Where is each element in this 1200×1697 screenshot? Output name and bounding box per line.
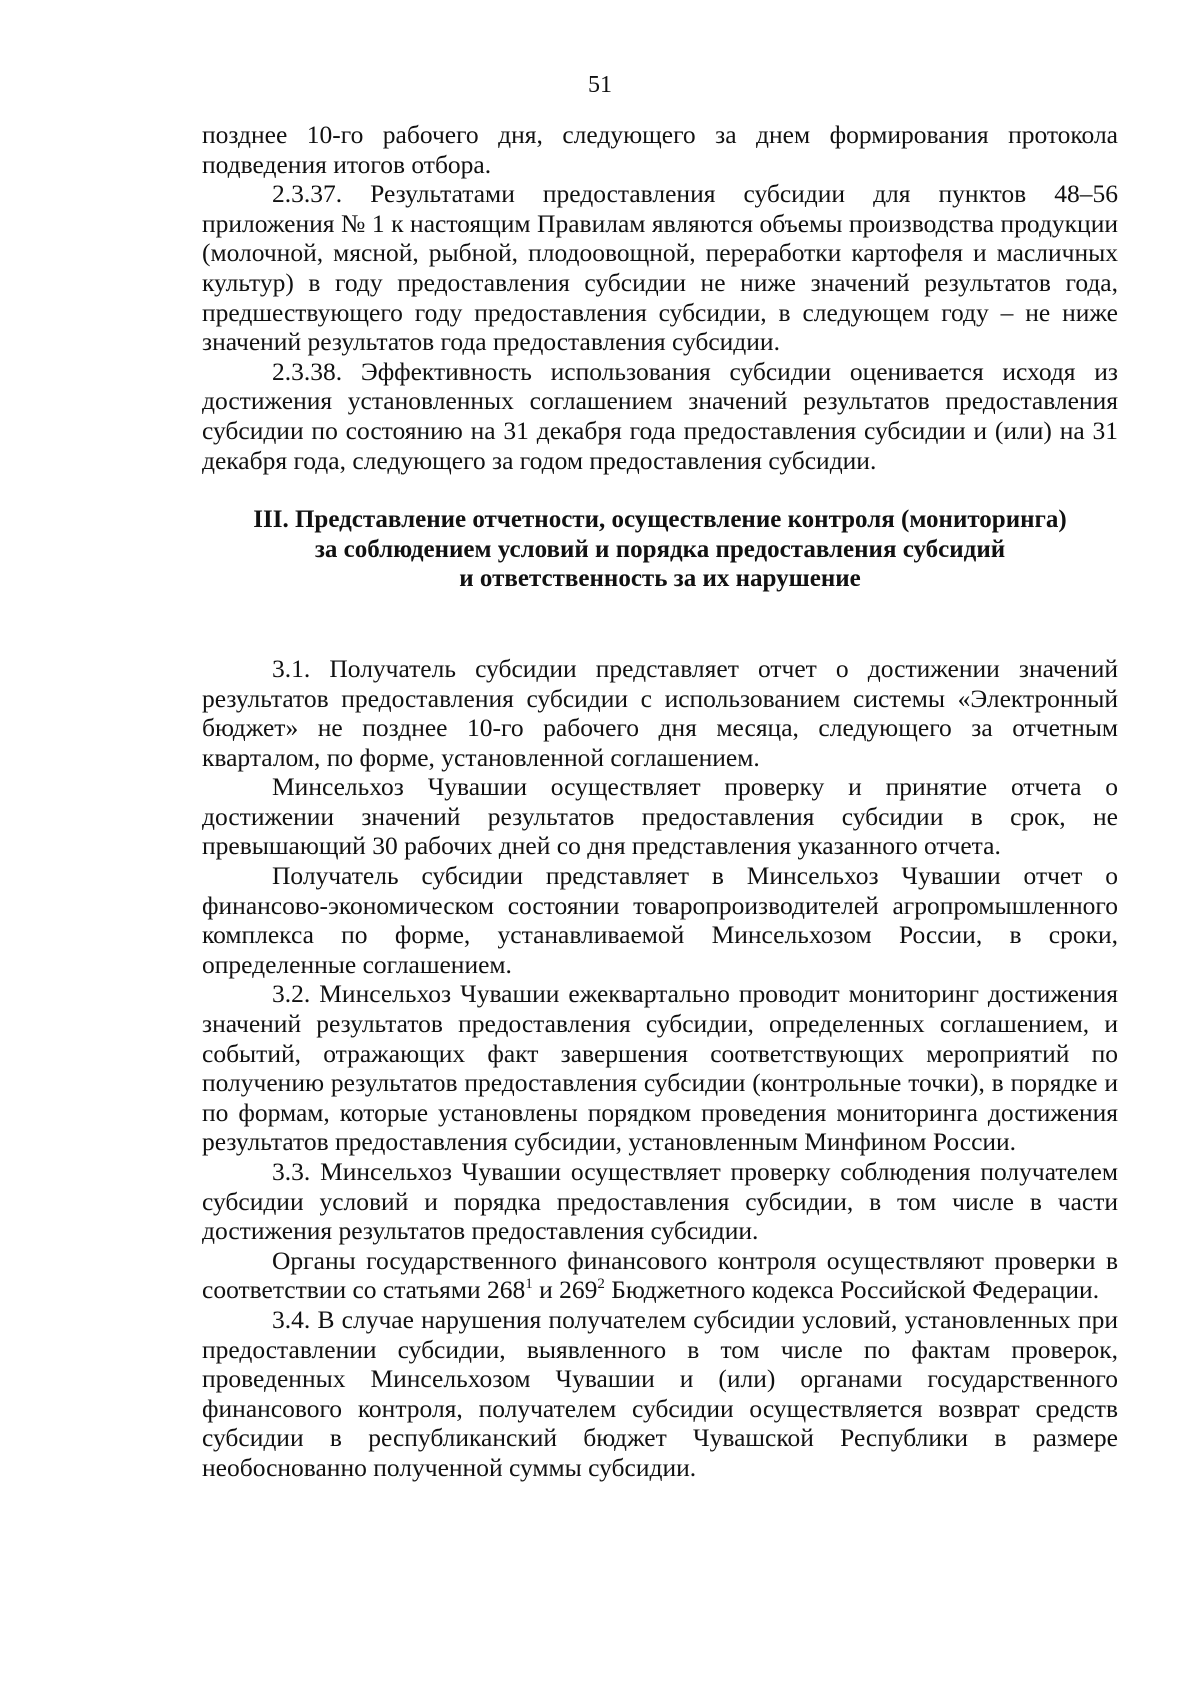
paragraph-3-2: 3.2. Минсельхоз Чувашии ежеквартально проводит мониторинг достижения значений результатов предоставления субсидии, определенных соглашением, и событий, отражающих факт завершения соответствующих мероприятий по получению результатов предоставления субсидии (контрольные точки), в порядке и по формам, которые установлены порядком проведения мониторинга достижения результатов предоставления субсидии, установленным Минфином России. xyxy=(202,979,1118,1157)
section-heading-line: III. Представление отчетности, осуществление контроля (мониторинга) xyxy=(253,506,1067,534)
text-run: и 269 xyxy=(532,1275,598,1305)
paragraph-2-3-38: 2.3.38. Эффективность использования субсидии оценивается исходя из достижения установленных соглашением значений результатов предоставления субсидии по состоянию на 31 декабря года предоставления субсидии и (или) на 31 декабря года, следующего за годом предоставления субсидии. xyxy=(202,356,1118,475)
text-run: Бюджетного кодекса Российской Федерации. xyxy=(604,1275,1100,1305)
section-heading xyxy=(202,505,1118,594)
paragraph-control xyxy=(202,1246,1118,1305)
section-heading-line: и ответственность за их нарушение xyxy=(459,565,861,593)
text-run: Органы государственного финансового контроля осуществляют проверки в соответствии со статьями 268 xyxy=(202,1245,1118,1305)
superscript: 2 xyxy=(597,1276,605,1293)
document-body xyxy=(202,120,1118,1483)
paragraph-3-3: 3.3. Минсельхоз Чувашии осуществляет проверку соблюдения получателем субсидии условий и порядка предоставления субсидии, в том числе в части достижения результатов предоставления субсидии. xyxy=(202,1157,1118,1246)
page-number: 51 xyxy=(588,72,612,98)
paragraph-3-1: 3.1. Получатель субсидии представляет отчет о достижении значений результатов предоставления субсидии с использованием системы «Электронный бюджет» не позднее 10-го рабочего дня месяца, следующего за отчетным кварталом, по форме, установленной соглашением. xyxy=(202,653,1118,772)
superscript: 1 xyxy=(525,1276,533,1293)
paragraph-2-3-37: 2.3.37. Результатами предоставления субсидии для пунктов 48–56 приложения № 1 к настоящим Правилам являются объемы производства продукции (молочной, мясной, рыбной, плодоовощной, переработки картофеля и масличных культур) в году предоставления субсидии не ниже значений результатов года, предшествующего году предоставления субсидии, в следующем году – не ниже значений результатов года предоставления субсидии. xyxy=(202,179,1118,357)
section-heading-line: за соблюдением условий и порядка предоставления субсидий xyxy=(314,535,1006,563)
paragraph: Минсельхоз Чувашии осуществляет проверку и принятие отчета о достижении значений результатов предоставления субсидии в срок, не превышающий 30 рабочих дней со дня представления указанного отчета. xyxy=(202,772,1118,861)
paragraph-3-4: 3.4. В случае нарушения получателем субсидии условий, установленных при предоставлении субсидии, выявленного в том числе по фактам проверок, проведенных Минсельхозом Чувашии и (или) органами государственного финансового контроля, получателем субсидии осуществляется возврат средств субсидии в республиканский бюджет Чувашской Республики в размере необоснованно полученной суммы субсидии. xyxy=(202,1304,1118,1482)
paragraph: Получатель субсидии представляет в Минсельхоз Чувашии отчет о финансово-экономическом состоянии товаропроизводителей агропромышленного комплекса по форме, устанавливаемой Минсельхозом России, в сроки, определенные соглашением. xyxy=(202,861,1118,979)
paragraph: позднее 10-го рабочего дня, следующего за днем формирования протокола подведения итогов отбора. xyxy=(202,120,1118,179)
